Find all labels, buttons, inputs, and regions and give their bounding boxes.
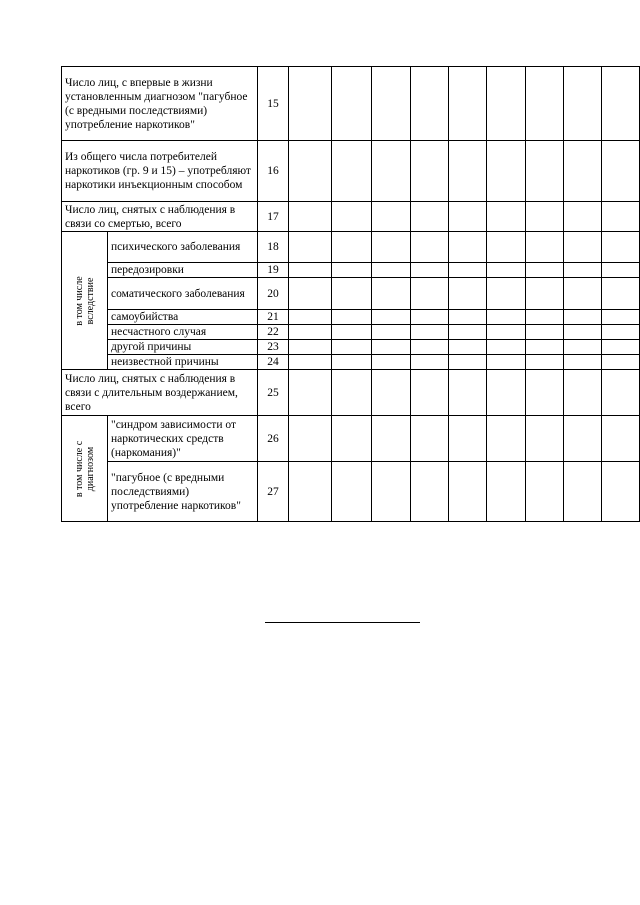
report-table: [61, 66, 640, 522]
data-cell[interactable]: [289, 202, 332, 232]
data-cell[interactable]: [602, 325, 640, 340]
data-cell[interactable]: [564, 355, 602, 370]
data-cell[interactable]: [372, 462, 411, 522]
row-number: 22: [258, 325, 289, 340]
data-cell[interactable]: [526, 232, 564, 263]
row-number: 18: [258, 232, 289, 263]
data-cell[interactable]: [289, 67, 332, 141]
data-cell[interactable]: [411, 355, 449, 370]
data-cell[interactable]: [526, 355, 564, 370]
table-row: [62, 141, 640, 202]
data-cell[interactable]: [449, 355, 487, 370]
data-cell[interactable]: [372, 141, 411, 202]
row-number: 15: [258, 67, 289, 141]
data-cell[interactable]: [411, 370, 449, 416]
data-cell[interactable]: [449, 141, 487, 202]
data-cell[interactable]: [289, 355, 332, 370]
data-cell[interactable]: [411, 141, 449, 202]
data-cell[interactable]: [487, 370, 526, 416]
data-cell[interactable]: [411, 67, 449, 141]
data-cell[interactable]: [411, 325, 449, 340]
row-label: самоубийства: [108, 310, 258, 325]
row-number: 17: [258, 202, 289, 232]
data-cell[interactable]: [449, 263, 487, 278]
table-row: [62, 310, 640, 325]
data-cell[interactable]: [332, 278, 372, 310]
data-cell[interactable]: [602, 370, 640, 416]
data-cell[interactable]: [411, 310, 449, 325]
data-cell[interactable]: [487, 416, 526, 462]
data-cell[interactable]: [564, 416, 602, 462]
data-cell[interactable]: [526, 141, 564, 202]
data-cell[interactable]: [526, 462, 564, 522]
data-cell[interactable]: [449, 278, 487, 310]
row-number: 27: [258, 462, 289, 522]
data-cell[interactable]: [564, 462, 602, 522]
data-cell[interactable]: [602, 416, 640, 462]
data-cell[interactable]: [372, 355, 411, 370]
data-cell[interactable]: [289, 462, 332, 522]
data-cell[interactable]: [449, 310, 487, 325]
row-label: соматического заболевания: [108, 278, 258, 310]
row-number: 21: [258, 310, 289, 325]
row-number: 25: [258, 370, 289, 416]
data-cell[interactable]: [564, 340, 602, 355]
data-cell[interactable]: [564, 202, 602, 232]
data-cell[interactable]: [332, 340, 372, 355]
data-cell[interactable]: [332, 202, 372, 232]
data-cell[interactable]: [526, 416, 564, 462]
table-row: [62, 340, 640, 355]
row-number: 16: [258, 141, 289, 202]
data-cell[interactable]: [372, 340, 411, 355]
row-number: 23: [258, 340, 289, 355]
row-label: несчастного случая: [108, 325, 258, 340]
table-row: [62, 278, 640, 310]
data-cell[interactable]: [289, 325, 332, 340]
group-label-line: диагнозом: [84, 446, 96, 491]
data-cell[interactable]: [289, 232, 332, 263]
data-cell[interactable]: [411, 278, 449, 310]
data-cell[interactable]: [372, 416, 411, 462]
row-number: 19: [258, 263, 289, 278]
data-cell[interactable]: [449, 325, 487, 340]
group-label-diagnoses: [62, 416, 108, 522]
data-cell[interactable]: [332, 416, 372, 462]
row-label: "пагубное (с вредными последствиями) употребление наркотиков": [108, 462, 258, 522]
row-label: "синдром зависимости от наркотических средств (наркомания)": [108, 416, 258, 462]
data-cell[interactable]: [564, 141, 602, 202]
data-cell[interactable]: [411, 416, 449, 462]
group-label-line: вследствие: [84, 277, 96, 324]
data-cell[interactable]: [526, 340, 564, 355]
table-row: [62, 355, 640, 370]
data-cell[interactable]: [411, 263, 449, 278]
data-cell[interactable]: [289, 340, 332, 355]
data-cell[interactable]: [602, 278, 640, 310]
data-cell[interactable]: [289, 310, 332, 325]
data-cell[interactable]: [449, 202, 487, 232]
data-cell[interactable]: [332, 232, 372, 263]
table-row: [62, 462, 640, 522]
table-row: [62, 232, 640, 263]
row-number: 24: [258, 355, 289, 370]
row-label: Из общего числа потребителей наркотиков (гр. 9 и 15) – употребляют наркотики инъекционным способом: [62, 141, 258, 202]
table-row: [62, 370, 640, 416]
data-cell[interactable]: [526, 202, 564, 232]
vertical-label: [74, 276, 96, 325]
row-label: Число лиц, снятых с наблюдения в связи с длительным воздержанием, всего: [62, 370, 258, 416]
data-cell[interactable]: [449, 232, 487, 263]
data-cell[interactable]: [332, 355, 372, 370]
data-cell[interactable]: [372, 263, 411, 278]
table-row: [62, 67, 640, 141]
table-row: [62, 325, 640, 340]
row-label: неизвестной причины: [108, 355, 258, 370]
table-row: [62, 416, 640, 462]
data-cell[interactable]: [602, 202, 640, 232]
data-cell[interactable]: [602, 232, 640, 263]
data-cell[interactable]: [487, 325, 526, 340]
data-cell[interactable]: [487, 278, 526, 310]
data-cell[interactable]: [372, 232, 411, 263]
data-cell[interactable]: [372, 67, 411, 141]
data-cell[interactable]: [526, 278, 564, 310]
data-cell[interactable]: [602, 355, 640, 370]
data-cell[interactable]: [411, 340, 449, 355]
data-cell[interactable]: [526, 325, 564, 340]
data-cell[interactable]: [602, 310, 640, 325]
data-cell[interactable]: [332, 67, 372, 141]
data-cell[interactable]: [332, 462, 372, 522]
data-cell[interactable]: [526, 67, 564, 141]
data-cell[interactable]: [564, 310, 602, 325]
data-cell[interactable]: [332, 263, 372, 278]
data-cell[interactable]: [487, 355, 526, 370]
row-label: передозировки: [108, 263, 258, 278]
data-cell[interactable]: [449, 370, 487, 416]
data-cell[interactable]: [564, 67, 602, 141]
row-number: 26: [258, 416, 289, 462]
data-cell[interactable]: [564, 370, 602, 416]
group-label-death-causes: [62, 232, 108, 370]
data-cell[interactable]: [372, 325, 411, 340]
data-cell[interactable]: [487, 310, 526, 325]
data-cell[interactable]: [564, 325, 602, 340]
data-cell[interactable]: [289, 263, 332, 278]
data-cell[interactable]: [564, 278, 602, 310]
data-cell[interactable]: [372, 370, 411, 416]
data-cell[interactable]: [487, 462, 526, 522]
data-cell[interactable]: [602, 263, 640, 278]
data-cell[interactable]: [602, 67, 640, 141]
data-cell[interactable]: [289, 141, 332, 202]
row-label: Число лиц, с впервые в жизни установленным диагнозом "пагубное (с вредными последствиями) употребление наркотиков": [62, 67, 258, 141]
vertical-label: [74, 440, 96, 496]
data-cell[interactable]: [487, 263, 526, 278]
data-cell[interactable]: [487, 340, 526, 355]
data-cell[interactable]: [526, 310, 564, 325]
table-row: [62, 263, 640, 278]
data-cell[interactable]: [372, 310, 411, 325]
data-cell[interactable]: [564, 232, 602, 263]
data-cell[interactable]: [602, 340, 640, 355]
data-cell[interactable]: [487, 202, 526, 232]
group-label-line: в том числе с: [73, 440, 85, 497]
row-label: Число лиц, снятых с наблюдения в связи со смертью, всего: [62, 202, 258, 232]
data-cell[interactable]: [526, 263, 564, 278]
data-cell[interactable]: [526, 370, 564, 416]
data-cell[interactable]: [332, 141, 372, 202]
data-cell[interactable]: [332, 370, 372, 416]
data-cell[interactable]: [289, 370, 332, 416]
data-cell[interactable]: [411, 232, 449, 263]
data-cell[interactable]: [411, 462, 449, 522]
data-cell[interactable]: [449, 340, 487, 355]
data-cell[interactable]: [487, 232, 526, 263]
data-cell[interactable]: [564, 263, 602, 278]
data-cell[interactable]: [332, 325, 372, 340]
data-cell[interactable]: [372, 278, 411, 310]
row-label: другой причины: [108, 340, 258, 355]
data-cell[interactable]: [487, 141, 526, 202]
data-cell[interactable]: [602, 462, 640, 522]
data-cell[interactable]: [289, 416, 332, 462]
table-row: [62, 202, 640, 232]
group-label-line: в том числе: [73, 275, 85, 326]
data-cell[interactable]: [372, 202, 411, 232]
data-cell[interactable]: [449, 416, 487, 462]
data-cell[interactable]: [289, 278, 332, 310]
data-cell[interactable]: [332, 310, 372, 325]
data-cell[interactable]: [411, 202, 449, 232]
row-label: психического заболевания: [108, 232, 258, 263]
signature-line: [265, 622, 420, 623]
data-cell[interactable]: [487, 67, 526, 141]
data-cell[interactable]: [449, 462, 487, 522]
data-cell[interactable]: [602, 141, 640, 202]
row-number: 20: [258, 278, 289, 310]
data-cell[interactable]: [449, 67, 487, 141]
